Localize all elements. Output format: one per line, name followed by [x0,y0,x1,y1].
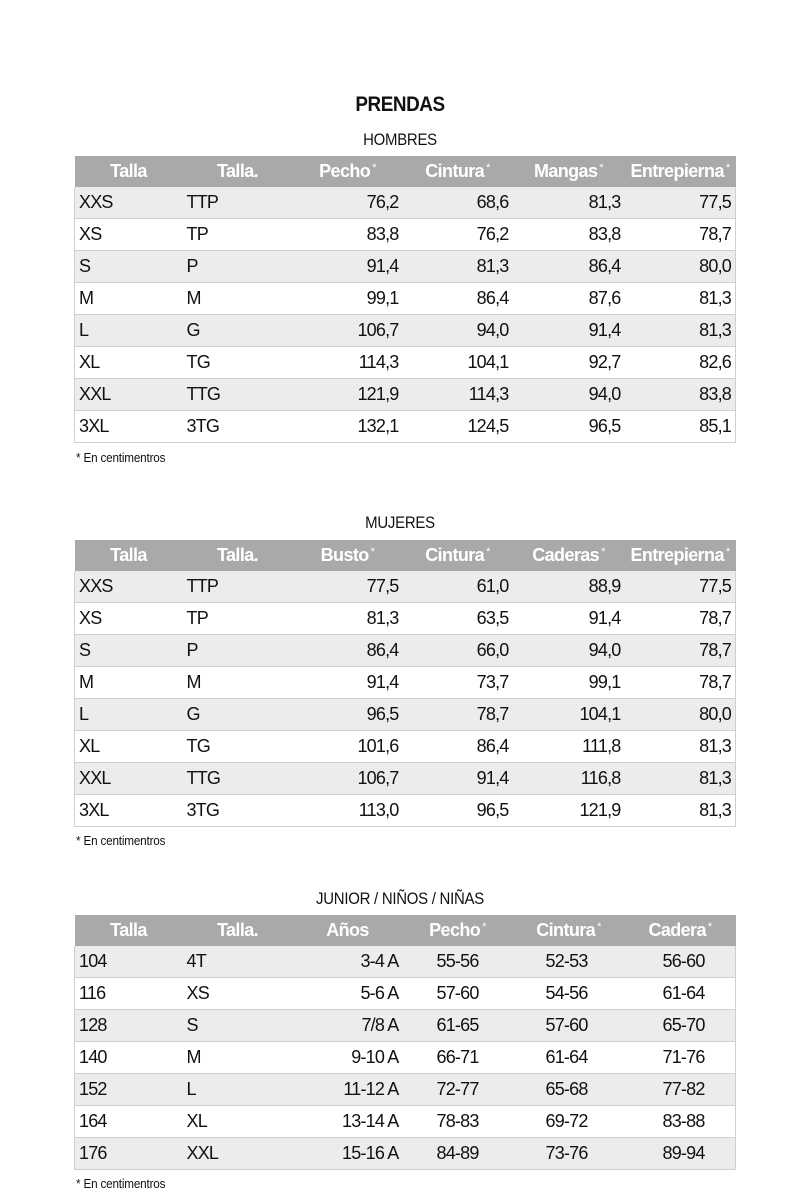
table-cell: 77,5 [625,571,736,603]
table-cell: 81,3 [625,283,736,315]
table-cell: 3XL [75,411,183,443]
table-cell: 128 [75,1010,183,1042]
table-cell: 61-65 [403,1010,513,1042]
table-cell: 91,4 [513,315,625,347]
table-cell: 152 [75,1074,183,1106]
table-cell: 140 [75,1042,183,1074]
table-row [75,603,736,635]
table-cell: TP [183,603,293,635]
table-cell: TTG [183,763,293,795]
table-cell: 71-76 [625,1042,736,1074]
table-cell: 76,2 [403,219,513,251]
table-cell: 106,7 [293,763,403,795]
table-cell: 81,3 [513,187,625,219]
table-cell: 88,9 [513,571,625,603]
men-table-body [75,187,736,443]
table-cell: 65-68 [513,1074,625,1106]
table-cell: XXL [183,1138,293,1170]
column-header-entrepierna: Entrepierna * [625,540,736,571]
table-cell: XS [183,978,293,1010]
table-cell: 3XL [75,795,183,827]
table-row [75,1042,736,1074]
table-cell: 80,0 [625,251,736,283]
table-cell: 81,3 [625,795,736,827]
table-cell: 114,3 [293,347,403,379]
table-cell: 96,5 [293,699,403,731]
table-cell: 66-71 [403,1042,513,1074]
table-cell: 164 [75,1106,183,1138]
table-cell: 72-77 [403,1074,513,1106]
table-cell: 73,7 [403,667,513,699]
table-cell: S [75,251,183,283]
table-cell: 92,7 [513,347,625,379]
table-cell: XXS [75,571,183,603]
junior-section-heading: JUNIOR / NIÑOS / NIÑAS [316,889,484,908]
column-header-talla-alt: Talla. [183,915,293,946]
table-row [75,379,736,411]
table-row [75,635,736,667]
table-cell: M [75,283,183,315]
column-header-pecho: Pecho * [293,156,403,187]
women-footnote: * En centimentros [76,833,166,848]
table-header-row [75,915,736,946]
table-cell: 113,0 [293,795,403,827]
table-cell: 94,0 [403,315,513,347]
table-cell: 89-94 [625,1138,736,1170]
table-cell: S [75,635,183,667]
table-cell: 83,8 [625,379,736,411]
table-cell: 65-70 [625,1010,736,1042]
table-cell: 104,1 [403,347,513,379]
table-cell: 99,1 [293,283,403,315]
table-cell: 66,0 [403,635,513,667]
table-cell: 86,4 [403,731,513,763]
table-row [75,1010,736,1042]
table-cell: 5-6 A [293,978,403,1010]
table-cell: 78,7 [625,219,736,251]
table-row [75,251,736,283]
table-cell: 81,3 [293,603,403,635]
table-cell: P [183,635,293,667]
table-cell: XL [75,347,183,379]
table-cell: 91,4 [293,667,403,699]
table-row [75,1106,736,1138]
junior-table-body [75,946,736,1170]
table-row [75,763,736,795]
table-cell: G [183,699,293,731]
table-cell: XS [75,219,183,251]
column-header-talla-alt: Talla. [183,156,293,187]
column-header-talla: Talla [75,156,183,187]
table-cell: TG [183,731,293,763]
table-cell: 52-53 [513,946,625,978]
table-cell: 69-72 [513,1106,625,1138]
table-cell: 91,4 [513,603,625,635]
table-cell: 116,8 [513,763,625,795]
table-cell: 85,1 [625,411,736,443]
table-cell: 63,5 [403,603,513,635]
table-cell: 78,7 [625,635,736,667]
table-row [75,978,736,1010]
table-cell: 57-60 [513,1010,625,1042]
table-cell: 91,4 [403,763,513,795]
column-header-pecho: Pecho * [403,915,513,946]
table-cell: 86,4 [513,251,625,283]
table-cell: TTP [183,571,293,603]
table-cell: 94,0 [513,379,625,411]
table-cell: 3-4 A [293,946,403,978]
table-cell: 77-82 [625,1074,736,1106]
table-cell: 81,3 [625,731,736,763]
table-cell: M [75,667,183,699]
table-cell: 106,7 [293,315,403,347]
page-title: PRENDAS [355,93,445,116]
table-row [75,219,736,251]
table-cell: M [183,1042,293,1074]
table-cell: 56-60 [625,946,736,978]
table-cell: 84-89 [403,1138,513,1170]
table-row [75,699,736,731]
table-cell: 116 [75,978,183,1010]
table-cell: 77,5 [293,571,403,603]
table-cell: 15-16 A [293,1138,403,1170]
table-cell: 3TG [183,411,293,443]
table-cell: 7/8 A [293,1010,403,1042]
table-cell: 61-64 [625,978,736,1010]
table-cell: 83,8 [293,219,403,251]
table-cell: 83,8 [513,219,625,251]
table-cell: 132,1 [293,411,403,443]
women-section-heading: MUJERES [365,513,435,532]
table-cell: TG [183,347,293,379]
column-header-cadera: Cadera * [625,915,736,946]
table-cell: 54-56 [513,978,625,1010]
table-header-row [75,156,736,187]
table-cell: TP [183,219,293,251]
table-cell: 9-10 A [293,1042,403,1074]
table-cell: TTP [183,187,293,219]
table-cell: 111,8 [513,731,625,763]
table-cell: S [183,1010,293,1042]
table-cell: XS [75,603,183,635]
column-header-cintura: Cintura * [403,156,513,187]
table-row [75,187,736,219]
table-cell: 81,3 [625,763,736,795]
table-header-row [75,540,736,571]
table-cell: 96,5 [513,411,625,443]
table-row [75,283,736,315]
column-header-talla: Talla [75,915,183,946]
table-row [75,667,736,699]
table-cell: 121,9 [293,379,403,411]
table-cell: 78,7 [403,699,513,731]
table-cell: 80,0 [625,699,736,731]
table-cell: 124,5 [403,411,513,443]
table-cell: 99,1 [513,667,625,699]
column-header-entrepierna: Entrepierna * [625,156,736,187]
table-cell: P [183,251,293,283]
table-cell: 57-60 [403,978,513,1010]
table-row [75,411,736,443]
column-header-anos: Años [293,915,403,946]
table-cell: 101,6 [293,731,403,763]
table-cell: L [183,1074,293,1106]
table-cell: XXS [75,187,183,219]
table-cell: 78,7 [625,603,736,635]
table-cell: 86,4 [293,635,403,667]
table-cell: 114,3 [403,379,513,411]
table-cell: 104,1 [513,699,625,731]
table-row [75,946,736,978]
table-cell: 78,7 [625,667,736,699]
table-cell: XL [75,731,183,763]
table-cell: 86,4 [403,283,513,315]
table-cell: 87,6 [513,283,625,315]
table-cell: 81,3 [625,315,736,347]
table-cell: 104 [75,946,183,978]
column-header-talla: Talla [75,540,183,571]
men-footnote: * En centimentros [76,450,166,465]
table-cell: 61-64 [513,1042,625,1074]
column-header-cintura: Cintura * [403,540,513,571]
table-cell: L [75,315,183,347]
table-cell: 96,5 [403,795,513,827]
table-cell: XXL [75,379,183,411]
table-cell: 13-14 A [293,1106,403,1138]
men-size-table [74,156,736,443]
table-cell: 68,6 [403,187,513,219]
table-cell: 82,6 [625,347,736,379]
table-cell: 91,4 [293,251,403,283]
women-table-body [75,571,736,827]
column-header-mangas: Mangas * [513,156,625,187]
column-header-cintura: Cintura * [513,915,625,946]
table-cell: 94,0 [513,635,625,667]
column-header-caderas: Caderas * [513,540,625,571]
table-cell: 55-56 [403,946,513,978]
table-cell: 4T [183,946,293,978]
women-size-table [74,540,736,827]
men-section-heading: HOMBRES [363,130,437,149]
table-cell: 77,5 [625,187,736,219]
table-row [75,571,736,603]
table-row [75,731,736,763]
table-cell: M [183,283,293,315]
table-cell: 176 [75,1138,183,1170]
table-row [75,347,736,379]
junior-size-table [74,915,736,1170]
table-row [75,795,736,827]
table-cell: 81,3 [403,251,513,283]
table-cell: G [183,315,293,347]
table-cell: 83-88 [625,1106,736,1138]
table-cell: 76,2 [293,187,403,219]
table-cell: XXL [75,763,183,795]
table-cell: L [75,699,183,731]
table-cell: 73-76 [513,1138,625,1170]
table-row [75,315,736,347]
table-cell: 61,0 [403,571,513,603]
table-cell: 78-83 [403,1106,513,1138]
table-cell: 3TG [183,795,293,827]
column-header-busto: Busto * [293,540,403,571]
table-row [75,1074,736,1106]
table-row [75,1138,736,1170]
table-cell: 121,9 [513,795,625,827]
column-header-talla-alt: Talla. [183,540,293,571]
table-cell: M [183,667,293,699]
table-cell: 11-12 A [293,1074,403,1106]
junior-footnote: * En centimentros [76,1176,166,1191]
table-cell: TTG [183,379,293,411]
table-cell: XL [183,1106,293,1138]
